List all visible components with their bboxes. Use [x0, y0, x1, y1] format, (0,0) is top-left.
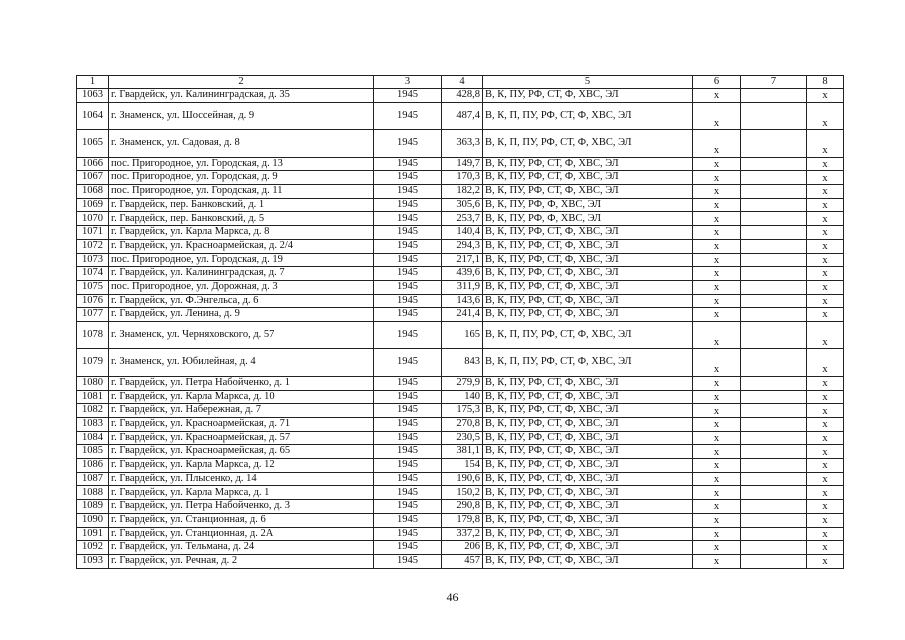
address-cell: г. Знаменск, ул. Черняховского, д. 57	[109, 321, 374, 349]
col7-cell	[741, 212, 807, 226]
col8-mark: х	[807, 185, 844, 199]
col6-mark: х	[693, 486, 741, 500]
row-number: 1076	[77, 294, 109, 308]
col7-cell	[741, 321, 807, 349]
header-col-8: 8	[807, 76, 844, 89]
col6-mark: х	[693, 418, 741, 432]
row-number: 1068	[77, 185, 109, 199]
col6-mark: х	[693, 404, 741, 418]
table-row	[77, 418, 844, 432]
table-row	[77, 376, 844, 390]
col8-mark: х	[807, 171, 844, 185]
address-cell: г. Гвардейск, пер. Банковский, д. 1	[109, 198, 374, 212]
row-number: 1063	[77, 89, 109, 103]
systems-cell: В, К, ПУ, РФ, СТ, Ф, ХВС, ЭЛ	[483, 280, 693, 294]
year-cell: 1945	[374, 253, 442, 267]
systems-cell: В, К, П, ПУ, РФ, СТ, Ф, ХВС, ЭЛ	[483, 130, 693, 158]
table-row	[77, 294, 844, 308]
area-cell: 270,8	[442, 418, 483, 432]
address-cell: пос. Пригородное, ул. Городская, д. 19	[109, 253, 374, 267]
row-number: 1085	[77, 445, 109, 459]
area-cell: 290,8	[442, 500, 483, 514]
area-cell: 149,7	[442, 157, 483, 171]
col6-mark: х	[693, 89, 741, 103]
systems-cell: В, К, ПУ, РФ, СТ, Ф, ХВС, ЭЛ	[483, 390, 693, 404]
col6-mark: х	[693, 212, 741, 226]
table-row	[77, 486, 844, 500]
address-cell: г. Знаменск, ул. Юбилейная, д. 4	[109, 349, 374, 377]
address-cell: г. Гвардейск, ул. Ленина, д. 9	[109, 308, 374, 322]
table-row	[77, 390, 844, 404]
address-cell: пос. Пригородное, ул. Городская, д. 11	[109, 185, 374, 199]
col6-mark: х	[693, 294, 741, 308]
systems-cell: В, К, ПУ, РФ, СТ, Ф, ХВС, ЭЛ	[483, 376, 693, 390]
col8-mark: х	[807, 157, 844, 171]
area-cell: 206	[442, 541, 483, 555]
col7-cell	[741, 349, 807, 377]
header-col-1: 1	[77, 76, 109, 89]
year-cell: 1945	[374, 308, 442, 322]
address-cell: г. Гвардейск, ул. Карла Маркса, д. 10	[109, 390, 374, 404]
year-cell: 1945	[374, 445, 442, 459]
area-cell: 190,6	[442, 472, 483, 486]
year-cell: 1945	[374, 431, 442, 445]
col7-cell	[741, 390, 807, 404]
systems-cell: В, К, ПУ, РФ, СТ, Ф, ХВС, ЭЛ	[483, 185, 693, 199]
year-cell: 1945	[374, 185, 442, 199]
col8-mark: х	[807, 445, 844, 459]
address-cell: г. Гвардейск, пер. Банковский, д. 5	[109, 212, 374, 226]
systems-cell: В, К, ПУ, РФ, СТ, Ф, ХВС, ЭЛ	[483, 472, 693, 486]
table-row	[77, 308, 844, 322]
table-row	[77, 500, 844, 514]
systems-cell: В, К, ПУ, РФ, СТ, Ф, ХВС, ЭЛ	[483, 253, 693, 267]
table-row	[77, 226, 844, 240]
col7-cell	[741, 102, 807, 130]
systems-cell: В, К, ПУ, РФ, СТ, Ф, ХВС, ЭЛ	[483, 171, 693, 185]
col7-cell	[741, 157, 807, 171]
area-cell: 217,1	[442, 253, 483, 267]
area-cell: 253,7	[442, 212, 483, 226]
col6-mark: х	[693, 321, 741, 349]
area-cell: 143,6	[442, 294, 483, 308]
table-row	[77, 321, 844, 349]
year-cell: 1945	[374, 130, 442, 158]
col6-mark: х	[693, 171, 741, 185]
row-number: 1089	[77, 500, 109, 514]
col8-mark: х	[807, 500, 844, 514]
col7-cell	[741, 185, 807, 199]
address-cell: пос. Пригородное, ул. Городская, д. 9	[109, 171, 374, 185]
area-cell: 487,4	[442, 102, 483, 130]
table-row	[77, 541, 844, 555]
systems-cell: В, К, ПУ, РФ, СТ, Ф, ХВС, ЭЛ	[483, 541, 693, 555]
header-col-4: 4	[442, 76, 483, 89]
table-row	[77, 280, 844, 294]
col6-mark: х	[693, 431, 741, 445]
systems-cell: В, К, ПУ, РФ, СТ, Ф, ХВС, ЭЛ	[483, 267, 693, 281]
systems-cell: В, К, П, ПУ, РФ, СТ, Ф, ХВС, ЭЛ	[483, 102, 693, 130]
address-cell: г. Гвардейск, ул. Петра Набойченко, д. 1	[109, 376, 374, 390]
systems-cell: В, К, ПУ, РФ, СТ, Ф, ХВС, ЭЛ	[483, 486, 693, 500]
col8-mark: х	[807, 321, 844, 349]
table-row	[77, 527, 844, 541]
area-cell: 311,9	[442, 280, 483, 294]
systems-cell: В, К, ПУ, РФ, СТ, Ф, ХВС, ЭЛ	[483, 500, 693, 514]
col7-cell	[741, 404, 807, 418]
year-cell: 1945	[374, 171, 442, 185]
year-cell: 1945	[374, 472, 442, 486]
area-cell: 294,3	[442, 239, 483, 253]
col8-mark: х	[807, 280, 844, 294]
col6-mark: х	[693, 239, 741, 253]
year-cell: 1945	[374, 198, 442, 212]
area-cell: 439,6	[442, 267, 483, 281]
col7-cell	[741, 472, 807, 486]
area-cell: 182,2	[442, 185, 483, 199]
year-cell: 1945	[374, 321, 442, 349]
year-cell: 1945	[374, 294, 442, 308]
col8-mark: х	[807, 376, 844, 390]
col6-mark: х	[693, 102, 741, 130]
row-number: 1074	[77, 267, 109, 281]
address-cell: г. Гвардейск, ул. Речная, д. 2	[109, 554, 374, 568]
area-cell: 843	[442, 349, 483, 377]
address-cell: пос. Пригородное, ул. Городская, д. 13	[109, 157, 374, 171]
year-cell: 1945	[374, 226, 442, 240]
address-cell: г. Гвардейск, ул. Станционная, д. 6	[109, 513, 374, 527]
address-cell: г. Гвардейск, ул. Петра Набойченко, д. 3	[109, 500, 374, 514]
table-row	[77, 513, 844, 527]
table-row	[77, 404, 844, 418]
row-number: 1082	[77, 404, 109, 418]
table-row	[77, 459, 844, 473]
col7-cell	[741, 418, 807, 432]
row-number: 1078	[77, 321, 109, 349]
col6-mark: х	[693, 500, 741, 514]
year-cell: 1945	[374, 89, 442, 103]
area-cell: 150,2	[442, 486, 483, 500]
col8-mark: х	[807, 390, 844, 404]
col8-mark: х	[807, 459, 844, 473]
row-number: 1091	[77, 527, 109, 541]
address-cell: г. Гвардейск, ул. Плысенко, д. 14	[109, 472, 374, 486]
systems-cell: В, К, ПУ, РФ, СТ, Ф, ХВС, ЭЛ	[483, 554, 693, 568]
row-number: 1072	[77, 239, 109, 253]
area-cell: 279,9	[442, 376, 483, 390]
col6-mark: х	[693, 554, 741, 568]
row-number: 1084	[77, 431, 109, 445]
col8-mark: х	[807, 308, 844, 322]
area-cell: 363,3	[442, 130, 483, 158]
year-cell: 1945	[374, 280, 442, 294]
year-cell: 1945	[374, 486, 442, 500]
row-number: 1071	[77, 226, 109, 240]
area-cell: 337,2	[442, 527, 483, 541]
row-number: 1083	[77, 418, 109, 432]
table-row	[77, 130, 844, 158]
address-cell: г. Знаменск, ул. Шоссейная, д. 9	[109, 102, 374, 130]
address-cell: пос. Пригородное, ул. Дорожная, д. 3	[109, 280, 374, 294]
header-col-3: 3	[374, 76, 442, 89]
area-cell: 165	[442, 321, 483, 349]
year-cell: 1945	[374, 527, 442, 541]
year-cell: 1945	[374, 459, 442, 473]
table-row	[77, 253, 844, 267]
row-number: 1088	[77, 486, 109, 500]
year-cell: 1945	[374, 157, 442, 171]
systems-cell: В, К, ПУ, РФ, СТ, Ф, ХВС, ЭЛ	[483, 157, 693, 171]
row-number: 1092	[77, 541, 109, 555]
col6-mark: х	[693, 253, 741, 267]
year-cell: 1945	[374, 554, 442, 568]
row-number: 1075	[77, 280, 109, 294]
table-row	[77, 267, 844, 281]
area-cell: 230,5	[442, 431, 483, 445]
year-cell: 1945	[374, 239, 442, 253]
table-row	[77, 157, 844, 171]
address-cell: г. Гвардейск, ул. Карла Маркса, д. 12	[109, 459, 374, 473]
address-cell: г. Гвардейск, ул. Ф.Энгельса, д. 6	[109, 294, 374, 308]
housing-register-table	[76, 75, 844, 569]
col7-cell	[741, 294, 807, 308]
systems-cell: В, К, ПУ, РФ, СТ, Ф, ХВС, ЭЛ	[483, 527, 693, 541]
col6-mark: х	[693, 472, 741, 486]
col8-mark: х	[807, 431, 844, 445]
area-cell: 175,3	[442, 404, 483, 418]
row-number: 1086	[77, 459, 109, 473]
systems-cell: В, К, ПУ, РФ, СТ, Ф, ХВС, ЭЛ	[483, 308, 693, 322]
row-number: 1069	[77, 198, 109, 212]
col6-mark: х	[693, 513, 741, 527]
table-row	[77, 472, 844, 486]
col7-cell	[741, 267, 807, 281]
row-number: 1090	[77, 513, 109, 527]
year-cell: 1945	[374, 267, 442, 281]
col7-cell	[741, 541, 807, 555]
year-cell: 1945	[374, 212, 442, 226]
col8-mark: х	[807, 554, 844, 568]
page-number: 46	[446, 590, 459, 604]
area-cell: 140,4	[442, 226, 483, 240]
col8-mark: х	[807, 226, 844, 240]
col8-mark: х	[807, 239, 844, 253]
table-row	[77, 445, 844, 459]
systems-cell: В, К, ПУ, РФ, СТ, Ф, ХВС, ЭЛ	[483, 89, 693, 103]
col7-cell	[741, 280, 807, 294]
area-cell: 305,6	[442, 198, 483, 212]
row-number: 1081	[77, 390, 109, 404]
col7-cell	[741, 554, 807, 568]
area-cell: 381,1	[442, 445, 483, 459]
col6-mark: х	[693, 541, 741, 555]
row-number: 1066	[77, 157, 109, 171]
col7-cell	[741, 431, 807, 445]
col8-mark: х	[807, 418, 844, 432]
area-cell: 457	[442, 554, 483, 568]
col6-mark: х	[693, 280, 741, 294]
systems-cell: В, К, ПУ, РФ, СТ, Ф, ХВС, ЭЛ	[483, 239, 693, 253]
col8-mark: х	[807, 541, 844, 555]
col8-mark: х	[807, 253, 844, 267]
systems-cell: В, К, П, ПУ, РФ, СТ, Ф, ХВС, ЭЛ	[483, 321, 693, 349]
col6-mark: х	[693, 267, 741, 281]
table-row	[77, 212, 844, 226]
systems-cell: В, К, ПУ, РФ, СТ, Ф, ХВС, ЭЛ	[483, 459, 693, 473]
col6-mark: х	[693, 130, 741, 158]
row-number: 1065	[77, 130, 109, 158]
row-number: 1067	[77, 171, 109, 185]
table-row	[77, 102, 844, 130]
systems-cell: В, К, ПУ, РФ, СТ, Ф, ХВС, ЭЛ	[483, 404, 693, 418]
table-row	[77, 431, 844, 445]
systems-cell: В, К, ПУ, РФ, Ф, ХВС, ЭЛ	[483, 212, 693, 226]
address-cell: г. Гвардейск, ул. Тельмана, д. 24	[109, 541, 374, 555]
address-cell: г. Гвардейск, ул. Калининградская, д. 35	[109, 89, 374, 103]
year-cell: 1945	[374, 102, 442, 130]
col8-mark: х	[807, 198, 844, 212]
systems-cell: В, К, ПУ, РФ, СТ, Ф, ХВС, ЭЛ	[483, 445, 693, 459]
col6-mark: х	[693, 157, 741, 171]
col7-cell	[741, 527, 807, 541]
col6-mark: х	[693, 459, 741, 473]
col7-cell	[741, 376, 807, 390]
systems-cell: В, К, ПУ, РФ, Ф, ХВС, ЭЛ	[483, 198, 693, 212]
systems-cell: В, К, ПУ, РФ, СТ, Ф, ХВС, ЭЛ	[483, 513, 693, 527]
row-number: 1077	[77, 308, 109, 322]
col6-mark: х	[693, 226, 741, 240]
table-row	[77, 185, 844, 199]
systems-cell: В, К, ПУ, РФ, СТ, Ф, ХВС, ЭЛ	[483, 294, 693, 308]
row-number: 1087	[77, 472, 109, 486]
header-col-2: 2	[109, 76, 374, 89]
col8-mark: х	[807, 89, 844, 103]
col8-mark: х	[807, 102, 844, 130]
col8-mark: х	[807, 294, 844, 308]
row-number: 1093	[77, 554, 109, 568]
area-cell: 140	[442, 390, 483, 404]
table-header	[77, 76, 844, 89]
area-cell: 428,8	[442, 89, 483, 103]
col6-mark: х	[693, 376, 741, 390]
header-col-6: 6	[693, 76, 741, 89]
address-cell: г. Знаменск, ул. Садовая, д. 8	[109, 130, 374, 158]
col7-cell	[741, 239, 807, 253]
area-cell: 179,8	[442, 513, 483, 527]
systems-cell: В, К, ПУ, РФ, СТ, Ф, ХВС, ЭЛ	[483, 431, 693, 445]
col7-cell	[741, 198, 807, 212]
col7-cell	[741, 226, 807, 240]
year-cell: 1945	[374, 418, 442, 432]
year-cell: 1945	[374, 349, 442, 377]
col6-mark: х	[693, 308, 741, 322]
table-row	[77, 171, 844, 185]
table-row	[77, 89, 844, 103]
table-row	[77, 349, 844, 377]
address-cell: г. Гвардейск, ул. Красноармейская, д. 57	[109, 431, 374, 445]
col7-cell	[741, 500, 807, 514]
col6-mark: х	[693, 185, 741, 199]
header-col-5: 5	[483, 76, 693, 89]
row-number: 1079	[77, 349, 109, 377]
col7-cell	[741, 445, 807, 459]
address-cell: г. Гвардейск, ул. Карла Маркса, д. 1	[109, 486, 374, 500]
col7-cell	[741, 171, 807, 185]
address-cell: г. Гвардейск, ул. Набережная, д. 7	[109, 404, 374, 418]
row-number: 1073	[77, 253, 109, 267]
year-cell: 1945	[374, 513, 442, 527]
col8-mark: х	[807, 212, 844, 226]
col7-cell	[741, 89, 807, 103]
table-body	[77, 89, 844, 569]
col7-cell	[741, 308, 807, 322]
year-cell: 1945	[374, 541, 442, 555]
year-cell: 1945	[374, 500, 442, 514]
area-cell: 154	[442, 459, 483, 473]
area-cell: 170,3	[442, 171, 483, 185]
row-number: 1070	[77, 212, 109, 226]
col8-mark: х	[807, 130, 844, 158]
address-cell: г. Гвардейск, ул. Красноармейская, д. 65	[109, 445, 374, 459]
col6-mark: х	[693, 349, 741, 377]
address-cell: г. Гвардейск, ул. Красноармейская, д. 2/4	[109, 239, 374, 253]
table-row	[77, 198, 844, 212]
systems-cell: В, К, П, ПУ, РФ, СТ, Ф, ХВС, ЭЛ	[483, 349, 693, 377]
address-cell: г. Гвардейск, ул. Калининградская, д. 7	[109, 267, 374, 281]
col7-cell	[741, 486, 807, 500]
systems-cell: В, К, ПУ, РФ, СТ, Ф, ХВС, ЭЛ	[483, 226, 693, 240]
year-cell: 1945	[374, 390, 442, 404]
col7-cell	[741, 253, 807, 267]
col7-cell	[741, 513, 807, 527]
col6-mark: х	[693, 198, 741, 212]
address-cell: г. Гвардейск, ул. Карла Маркса, д. 8	[109, 226, 374, 240]
col7-cell	[741, 130, 807, 158]
col8-mark: х	[807, 527, 844, 541]
table-row	[77, 239, 844, 253]
col8-mark: х	[807, 513, 844, 527]
table-row	[77, 554, 844, 568]
col8-mark: х	[807, 404, 844, 418]
col6-mark: х	[693, 527, 741, 541]
header-row	[77, 76, 844, 89]
year-cell: 1945	[374, 376, 442, 390]
col7-cell	[741, 459, 807, 473]
year-cell: 1945	[374, 404, 442, 418]
header-col-7: 7	[741, 76, 807, 89]
col8-mark: х	[807, 349, 844, 377]
col6-mark: х	[693, 445, 741, 459]
address-cell: г. Гвардейск, ул. Станционная, д. 2А	[109, 527, 374, 541]
systems-cell: В, К, ПУ, РФ, СТ, Ф, ХВС, ЭЛ	[483, 418, 693, 432]
col8-mark: х	[807, 472, 844, 486]
col8-mark: х	[807, 486, 844, 500]
col6-mark: х	[693, 390, 741, 404]
address-cell: г. Гвардейск, ул. Красноармейская, д. 71	[109, 418, 374, 432]
area-cell: 241,4	[442, 308, 483, 322]
row-number: 1080	[77, 376, 109, 390]
row-number: 1064	[77, 102, 109, 130]
col8-mark: х	[807, 267, 844, 281]
